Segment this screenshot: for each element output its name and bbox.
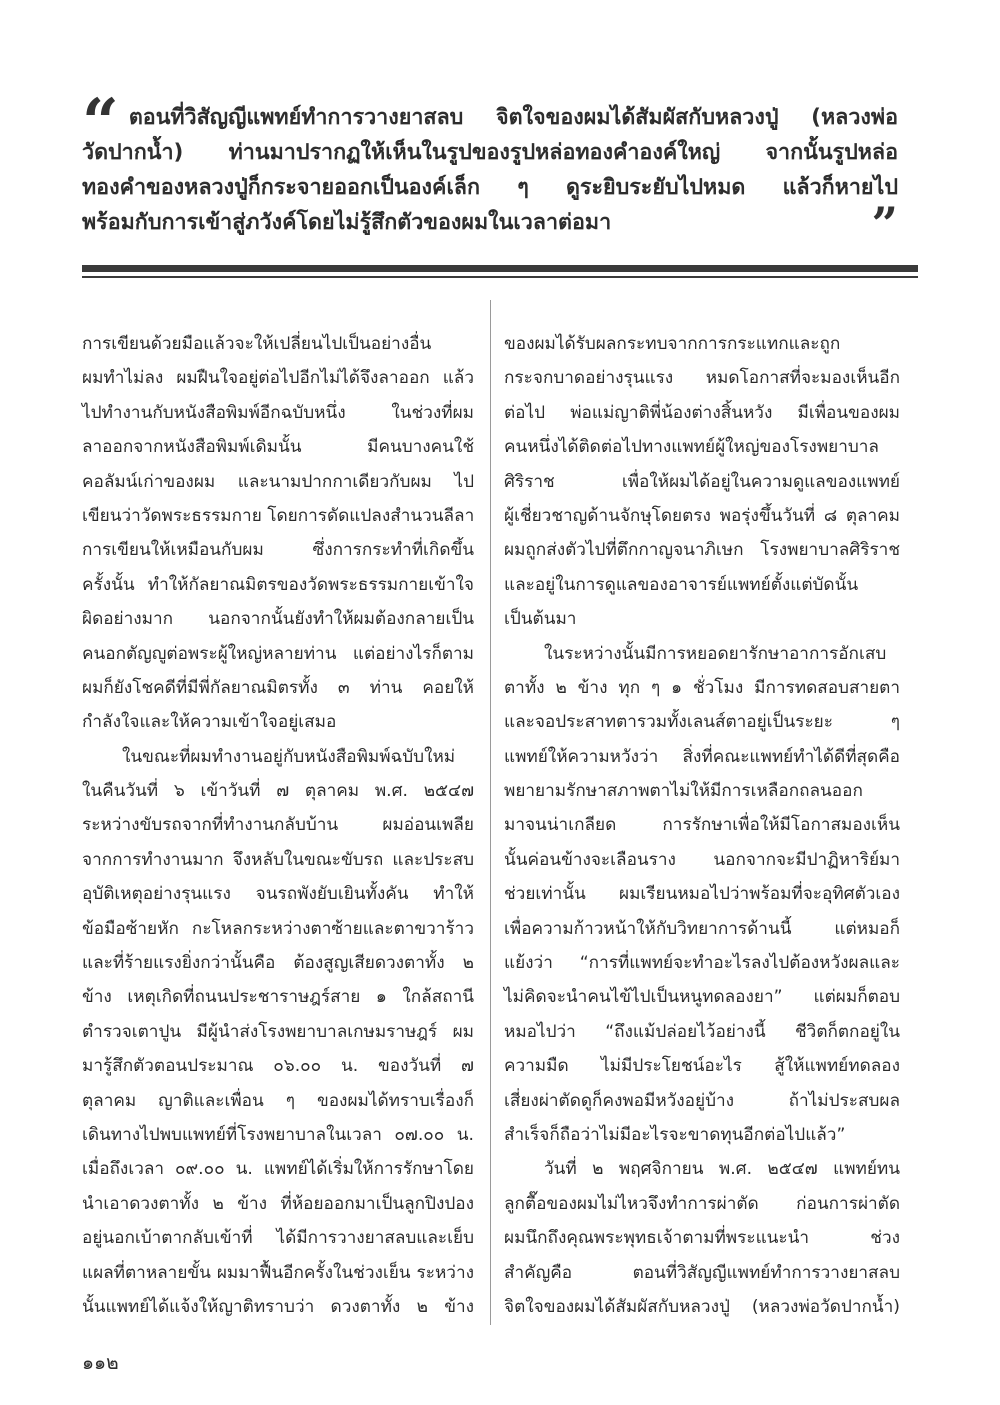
open-quote-mark: “ xyxy=(82,85,119,160)
text-line: การเขียนด้วยมือแล้วจะให้เปลี่ยนไปเป็นอย่างอื่น xyxy=(82,334,432,354)
text-line: ระหว่างขับรถจากที่ทำงานกลับบ้าน ผมอ่อนเพลีย xyxy=(82,815,474,836)
text-line: สำเร็จก็ถือว่าไม่มีอะไรจะขาดทุนอีกต่อไปแล้ว” xyxy=(504,1124,846,1145)
text-line: ผมถูกส่งตัวไปที่ตึกกาญจนาภิเษก โรงพยาบาลศิริราช xyxy=(504,540,900,561)
text-line: เพื่อความก้าวหน้าให้กับวิทยาการด้านนี้ แต่หมอก็ xyxy=(504,918,900,939)
text-line: อยู่นอกเบ้าตากลับเข้าที่ ได้มีการวางยาสลบและเย็บ xyxy=(82,1228,474,1249)
text-line: เสี่ยงผ่าตัดดูก็คงพอมีหวังอยู่บ้าง ถ้าไม่ประสบผล xyxy=(504,1090,900,1111)
text-line: ไปทำงานกับหนังสือพิมพ์อีกฉบับหนึ่ง ในช่วงที่ผม xyxy=(82,402,474,423)
text-line: เขียนว่าวัดพระธรรมกาย โดยการดัดแปลงสำนวนลีลา xyxy=(82,505,475,526)
text-line: และที่ร้ายแรงยิ่งกว่านั้นคือ ต้องสูญเสียดวงตาทั้ง ๒ xyxy=(82,953,474,974)
text-line: ในคืนวันที่ ๖ เข้าวันที่ ๗ ตุลาคม พ.ศ. ๒๕๔๗ xyxy=(82,781,474,802)
text-line: ลาออกจากหนังสือพิมพ์เดิมนั้น มีคนบางคนใช้ xyxy=(82,437,474,458)
text-line: ไม่คิดจะนำคนไข้ไปเป็นหนูทดลองยา” แต่ผมก็ตอบ xyxy=(504,987,900,1008)
text-line: สำคัญคือ ตอนที่วิสัญญีแพทย์ทำการวางยาสลบ xyxy=(504,1262,900,1283)
pull-quote-line xyxy=(82,197,898,251)
pull-quote-line: ทองคำของหลวงปู่ก็กระจายออกเป็นองค์เล็ก ๆ ดูระยิบระยับไปหมด แล้วก็หายไป xyxy=(82,175,898,200)
left-column xyxy=(82,327,474,1324)
text-line: แพทย์ให้ความหวังว่า สิ่งที่คณะแพทย์ทำได้ดีที่สุดคือ xyxy=(504,746,900,767)
pull-quote-line: วัดปากน้ำ) ท่านมาปรากฏให้เห็นในรูปของรูปหล่อทองคำองค์ใหญ่ จากนั้นรูปหล่อ xyxy=(82,140,898,165)
header-rule-thick xyxy=(82,265,918,272)
text-line: และจอประสาทตารวมทั้งเลนส์ตาอยู่เป็นระยะ ๆ xyxy=(504,712,900,733)
text-line: ของผมได้รับผลกระทบจากการกระแทกและถูก xyxy=(504,334,841,354)
text-line: คอลัมน์เก่าของผม และนามปากกาเดียวกับผม ไป xyxy=(82,471,474,492)
text-line: ข้อมือซ้ายหัก กะโหลกระหว่างตาซ้ายและตาขวาร้าว xyxy=(82,918,474,939)
text-line: ผมก็ยังโชคดีที่มีพี่กัลยาณมิตรทั้ง ๓ ท่าน คอยให้ xyxy=(82,677,474,698)
text-line: หมอไปว่า “ถึงแม้ปล่อยไว้อย่างนี้ ชีวิตก็ตกอยู่ใน xyxy=(504,1021,900,1042)
page-number: ๑๑๒ xyxy=(82,1352,119,1374)
text-line: ในขณะที่ผมทำงานอยู่กับหนังสือพิมพ์ฉบับใหม่ xyxy=(122,746,456,767)
text-line: เป็นต้นมา xyxy=(504,609,577,630)
text-line: ครั้งนั้น ทำให้กัลยาณมิตรของวัดพระธรรมกายเข้าใจ xyxy=(82,574,474,595)
right-column xyxy=(504,327,900,1324)
text-line: ตำรวจเตาปูน มีผู้นำส่งโรงพยาบาลเกษมราษฎร์ ผม xyxy=(82,1021,474,1042)
text-line: ตาทั้ง ๒ ข้าง ทุก ๆ ๑ ชั่วโมง มีการทดสอบสายตา xyxy=(504,677,900,698)
text-line: อุบัติเหตุอย่างรุนแรง จนรถพังยับเยินทั้งคัน ทำให้ xyxy=(82,884,474,905)
text-line: ในระหว่างนั้นมีการหยอดยารักษาอาการอักเสบ xyxy=(544,643,887,664)
text-line: นั้นค่อนข้างจะเลือนราง นอกจากจะมีปาฏิหาริย์มา xyxy=(504,849,900,870)
pull-quote xyxy=(82,85,898,251)
text-line: ศิริราช เพื่อให้ผมได้อยู่ในความดูแลของแพทย์ xyxy=(504,471,900,492)
text-line: มารู้สึกตัวตอนประมาณ ๐๖.๐๐ น. ของวันที่ ๗ xyxy=(82,1056,474,1077)
text-line: แผลที่ตาหลายขั้น ผมมาฟื้นอีกครั้งในช่วงเย็น ระหว่าง xyxy=(82,1262,474,1283)
header-rule-thin xyxy=(82,276,918,278)
text-line: และอยู่ในการดูแลของอาจารย์แพทย์ตั้งแต่บัดนั้น xyxy=(504,574,859,595)
text-line: ผู้เชี่ยวชาญด้านจักษุโดยตรง พอรุ่งขึ้นวันที่ ๘ ตุลาคม xyxy=(504,505,900,526)
text-line: กระจกบาดอย่างรุนแรง หมดโอกาสที่จะมองเห็นอีก xyxy=(504,368,900,389)
text-line: ผิดอย่างมาก นอกจากนั้นยังทำให้ผมต้องกลายเป็น xyxy=(82,609,474,630)
text-line: นั้นแพทย์ได้แจ้งให้ญาติทราบว่า ดวงตาทั้ง ๒ ข้าง xyxy=(82,1296,474,1317)
close-quote-mark: ” xyxy=(871,197,898,251)
column-divider xyxy=(490,300,491,1325)
text-line: จิตใจของผมได้สัมผัสกับหลวงปู่ (หลวงพ่อวัดปากน้ำ) xyxy=(504,1296,900,1317)
text-line: วันที่ ๒ พฤศจิกายน พ.ศ. ๒๕๔๗ แพทย์ทน xyxy=(544,1159,900,1180)
text-line: กำลังใจและให้ความเข้าใจอยู่เสมอ xyxy=(82,712,337,733)
text-line: ตุลาคม ญาติและเพื่อน ๆ ของผมได้ทราบเรื่องก็ xyxy=(82,1090,474,1111)
text-line: เดินทางไปพบแพทย์ที่โรงพยาบาลในเวลา ๐๗.๐๐ น. xyxy=(82,1124,474,1145)
text-line: ต่อไป พ่อแม่ญาติพี่น้องต่างสิ้นหวัง มีเพื่อนของผม xyxy=(504,402,900,423)
text-line: ลูกตื๊อของผมไม่ไหวจึงทำการผ่าตัด ก่อนการผ่าตัด xyxy=(504,1193,900,1214)
text-line: คนหนึ่งได้ติดต่อไปทางแพทย์ผู้ใหญ่ของโรงพยาบาล xyxy=(504,437,879,458)
pull-quote-text: ตอนที่วิสัญญีแพทย์ทำการวางยาสลบ จิตใจของผมได้สัมผัสกับหลวงปู่ (หลวงพ่อ xyxy=(128,105,898,130)
text-line: ผมนึกถึงคุณพระพุทธเจ้าตามที่พระแนะนำ ช่วง xyxy=(504,1228,900,1249)
text-line: การเขียนให้เหมือนกับผม ซึ่งการกระทำที่เกิดขึ้น xyxy=(82,540,474,561)
text-line: นำเอาดวงตาทั้ง ๒ ข้าง ที่ห้อยออกมาเป็นลูกปิงปอง xyxy=(82,1193,474,1214)
text-line: เมื่อถึงเวลา ๐๙.๐๐ น. แพทย์ได้เริ่มให้การรักษาโดย xyxy=(82,1159,474,1180)
text-line: ผมทำไม่ลง ผมฝืนใจอยู่ต่อไปอีกไม่ได้จึงลาออก แล้ว xyxy=(82,368,474,389)
pull-quote-text: พร้อมกับการเข้าสู่ภวังค์โดยไม่รู้สึกตัวของผมในเวลาต่อมา xyxy=(82,210,612,235)
text-line: คนอกตัญญูต่อพระผู้ใหญ่หลายท่าน แต่อย่างไรก็ตาม xyxy=(82,643,474,664)
text-line: แย้งว่า “การที่แพทย์จะทำอะไรลงไปต้องหวังผลและ xyxy=(504,953,900,974)
text-line: จากการทำงานมาก จึงหลับในขณะขับรถ และประสบ xyxy=(82,849,474,870)
text-line: พยายามรักษาสภาพตาไม่ให้มีการเหลือกถลนออก xyxy=(504,781,863,802)
text-line: ช่วยเท่านั้น ผมเรียนหมอไปว่าพร้อมที่จะอุทิศตัวเอง xyxy=(504,884,900,905)
text-line: ความมืด ไม่มีประโยชน์อะไร สู้ให้แพทย์ทดลอง xyxy=(504,1056,900,1077)
text-line: มาจนน่าเกลียด การรักษาเพื่อให้มีโอกาสมองเห็น xyxy=(504,815,900,836)
text-line: ข้าง เหตุเกิดที่ถนนประชาราษฎร์สาย ๑ ใกล้สถานี xyxy=(82,987,474,1008)
